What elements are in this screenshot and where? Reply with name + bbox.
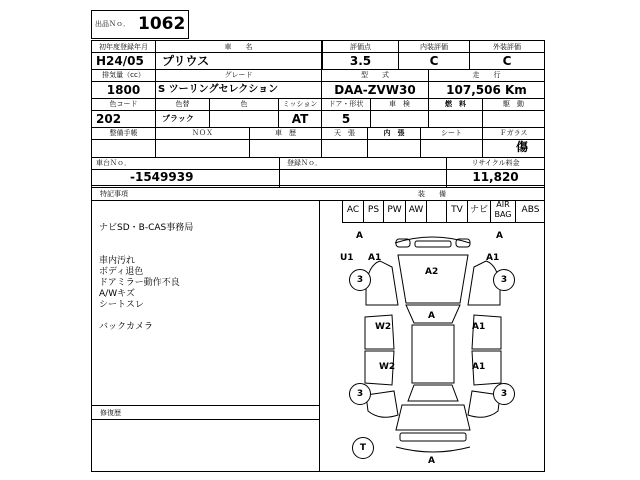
reg-no-label: 登録Ｎｏ． <box>287 159 322 167</box>
equipment-title: 装 備 <box>418 190 446 198</box>
displacement-label: 排気量（cc） <box>102 71 145 79</box>
repair-title: 修復歴 <box>100 409 121 417</box>
note-line <box>99 311 193 322</box>
mark-front-bumper-left: A <box>356 231 363 241</box>
equip-ac: AC <box>346 205 360 215</box>
notes-title: 特記事項 <box>100 190 128 198</box>
chassis-label: 車台Ｎｏ． <box>96 159 131 167</box>
note-line: ドアミラー動作不良 <box>99 278 180 288</box>
hood <box>398 255 468 303</box>
score-label: 評価点 <box>350 43 371 51</box>
equipment-grid <box>342 200 545 223</box>
tire-front-left: 3 <box>349 269 371 291</box>
exterior-score-value: C <box>502 54 512 68</box>
equip-aw: AW <box>408 205 424 215</box>
mark-front-bumper-right: A <box>496 231 503 241</box>
drive-label: 駆 動 <box>503 100 524 108</box>
car-name-label: 車 名 <box>224 43 253 51</box>
equip-pw: PW <box>387 205 402 215</box>
rear-window <box>408 385 458 401</box>
mark-roof: A <box>428 311 435 321</box>
nox-label: ＮＯＸ <box>192 129 213 137</box>
reg-date-value: H24/05 <box>96 54 144 68</box>
door-value: 5 <box>341 112 351 126</box>
equip-navi: ナビ <box>469 205 488 215</box>
fuel-label: 燃 料 <box>445 100 466 108</box>
interior-score-label: 内装評価 <box>420 43 448 51</box>
mission-label: ミッション <box>282 100 318 108</box>
note-line: シートスレ <box>99 300 144 310</box>
note-line <box>99 234 193 245</box>
mark-front-left: U1 <box>340 253 354 263</box>
color-change-label: 色替 <box>175 100 190 108</box>
grade-value: S ツーリングセレクション <box>158 84 279 95</box>
exterior-score-label: 外装評価 <box>493 43 521 51</box>
front-bumper <box>395 237 470 243</box>
score-value: 3.5 <box>349 54 372 68</box>
mark-rear-left-door: W2 <box>379 362 396 372</box>
front-grille <box>415 241 451 247</box>
mark-front-right-fender: A1 <box>486 253 500 263</box>
equip-abs: ABS <box>521 205 540 215</box>
lot-number: 1062 <box>138 14 186 34</box>
color-label: 色 <box>240 100 248 108</box>
car-name-value: プリウス <box>162 54 210 68</box>
note-line: ナビSD・B-CAS事務局 <box>99 223 194 233</box>
mark-hood: A2 <box>425 267 439 277</box>
seat-label: シート <box>441 129 462 137</box>
front-glass-label: Ｆガラス <box>499 129 528 137</box>
spare-tire: T <box>352 437 374 459</box>
notes-list <box>99 223 193 333</box>
reg-date-label: 初年度登録年月 <box>99 43 148 51</box>
equip-tv: TV <box>451 205 463 215</box>
history-label: 車 歴 <box>275 129 296 137</box>
color-code-value: 202 <box>96 112 122 126</box>
interior-score-value: C <box>429 54 439 68</box>
model-value: DAA-ZVW30 <box>334 83 416 97</box>
roof <box>412 325 454 383</box>
front-left-fender <box>366 261 398 305</box>
note-line: ボディ退色 <box>99 267 144 277</box>
note-line: 車内汚れ <box>99 256 136 266</box>
mileage-value: 107,506 Km <box>446 83 527 97</box>
rear-plate <box>400 433 466 441</box>
mark-front-right-door: A1 <box>472 322 486 332</box>
tire-rear-right: 3 <box>493 383 515 405</box>
note-line <box>99 245 193 256</box>
mark-rear-right-door: A1 <box>472 362 486 372</box>
recycle-value: 11,820 <box>472 170 519 184</box>
displacement-value: 1800 <box>106 83 141 97</box>
manual-label: 整備手帳 <box>109 129 138 137</box>
mark-rear-bumper: A <box>428 456 435 466</box>
note-line: バックカメラ <box>99 322 154 332</box>
grade-label: グレード <box>224 71 253 79</box>
mark-front-left-fender: A1 <box>368 253 382 263</box>
mission-value: AT <box>291 112 309 126</box>
model-label: 型 式 <box>361 71 389 79</box>
lot-box <box>91 10 189 39</box>
shaken-label: 車 検 <box>389 100 410 108</box>
color-code-label: 色コード <box>109 100 138 108</box>
roof-label: 天 張 <box>334 129 355 137</box>
equip-ps: PS <box>367 205 380 215</box>
tire-rear-left: 3 <box>349 383 371 405</box>
rear-bumper <box>396 447 470 452</box>
trunk <box>396 405 470 430</box>
front-right-door <box>472 315 501 349</box>
recycle-label: リサイクル料金 <box>471 159 520 167</box>
color-value: ブラック <box>162 114 194 123</box>
mark-front-left-door: W2 <box>375 322 392 332</box>
door-label: ドア・形状 <box>328 100 364 108</box>
front-glass-value: 傷 <box>516 140 529 154</box>
front-left-door <box>365 315 394 349</box>
lot-label: 出品Ｎｏ． <box>95 20 130 28</box>
tire-front-right: 3 <box>493 269 515 291</box>
mileage-label: 走 行 <box>472 71 501 79</box>
chassis-value: -1549939 <box>130 170 194 184</box>
interior-trim-label: 内 張 <box>383 129 405 137</box>
note-line: A/Wキズ <box>99 289 135 299</box>
equip-airbag: AIR BAG <box>494 200 512 219</box>
